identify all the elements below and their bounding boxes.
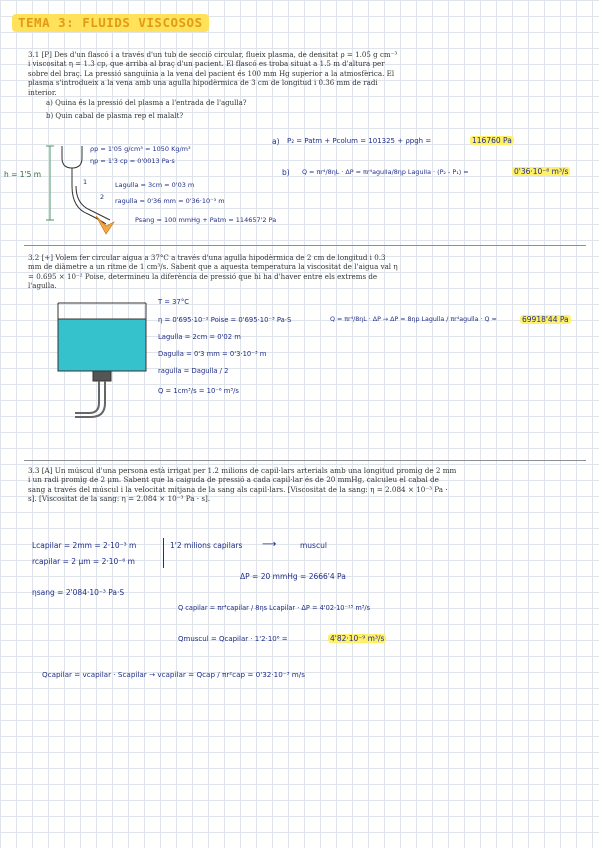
needle-length-2: Lagulla = 2cm = 0'02 m bbox=[158, 333, 241, 341]
flow-rate: Q = 1cm³/s = 10⁻⁶ m³/s bbox=[158, 387, 239, 395]
divider-2 bbox=[24, 460, 586, 461]
divider-1 bbox=[24, 245, 586, 246]
problem-3-1-question-b: b) Quin cabal de plasma rep el malalt? bbox=[46, 112, 184, 120]
capillary-flow: Q capilar = πr⁴capilar / 8ηs Lcapilar · ΔP = 4'02·10⁻¹⁵ m³/s bbox=[178, 604, 371, 612]
muscle-flow-result: 4'82·10⁻⁹ m³/s bbox=[330, 634, 385, 643]
temperature: T = 37°C bbox=[158, 298, 189, 306]
needle-radius: ragulla = 0'36 mm = 0'36·10⁻³ m bbox=[115, 197, 225, 205]
pressure-result: 69918'44 Pa bbox=[522, 315, 569, 324]
plasma-viscosity: ηp = 1'3 cp = 0'0013 Pa·s bbox=[90, 157, 175, 165]
muscle-flow: Qmuscul = Qcapilar · 1'2·10⁶ = bbox=[178, 635, 288, 643]
capillary-velocity: Qcapilar = vcapilar · Scapilar → vcapilar = Qcap / πr²cap = 0'32·10⁻³ m/s bbox=[42, 670, 305, 679]
answer-b-label: b) bbox=[282, 168, 290, 177]
problem-3-1-statement: 3.1 [P] Des d'un flascó i a través d'un tub de secció circular, flueix plasma, de densitat ρ = 1.05 g cm⁻³ i viscositat η = 1.3 cp, que arriba al braç d'un pacient. El flascó es troba situat a 1.5 m d'altura per sobre del braç. La pressió sanguínia a la vena del pacient és 100 mm Hg superior a la atmosfèrica. El plasma s'introdueix a la vena amb una agulla hipodèrmica de 3 cm de longitud i 0.36 mm de radi interior. bbox=[28, 50, 398, 97]
point-1-marker: 1 bbox=[83, 178, 88, 186]
needle-diameter: Dagulla = 0'3 mm = 0'3·10⁻³ m bbox=[158, 350, 267, 358]
bottle-drawing bbox=[55, 295, 150, 420]
muscle-label: muscul bbox=[300, 541, 327, 550]
problem-3-3-statement: 3.3 [A] Un múscul d'una persona està irrigat per 1.2 milions de capil·lars arterials amb una longitud promig de 2 mm i un radi promig de 2 μm. Sabent que la caiguda de pressió a cada capil·lar és de 20 mmHg, calculeu el cabal de sang a través del múscul i la velocitat mitjana de la sang als capil·lars. [Viscositat de la sang: η = 2.084 × 10⁻³ Pa · s]. [Viscositat de la sang: η = 2.084 × 10⁻³ Pa · s]. bbox=[28, 466, 457, 504]
problem-3-2-statement: 3.2 [+] Volem fer circular aigua a 37°C a través d'una agulla hipodèrmica de 2 cm de longitud i 0.3 mm de diàmetre a un ritme de 1 cm³/s. Sabent que a aquesta temperatura la viscositat de l'aigua val η = 0.695 × 10⁻² Poise, determineu la diferència de pressió que hi ha d'haver entre els extrems de l'agulla. bbox=[28, 253, 398, 291]
answer-a-result: 116760 Pa bbox=[472, 136, 512, 145]
needle-radius-2: ragulla = Dagulla / 2 bbox=[158, 367, 229, 375]
iv-flask-drawing bbox=[10, 138, 120, 238]
height-label: h = 1'5 m bbox=[4, 170, 42, 179]
blood-viscosity: ηsang = 2'084·10⁻³ Pa·S bbox=[32, 588, 125, 597]
capillary-length: Lcapilar = 2mm = 2·10⁻³ m bbox=[32, 541, 137, 550]
point-2-marker: 2 bbox=[100, 193, 105, 201]
problem-3-1-question-a: a) Quina és la pressió del plasma a l'entrada de l'agulla? bbox=[46, 99, 247, 107]
pressure-equation: Q = πr⁴/8ηL · ΔP → ΔP = 8ηp Lagulla / πr⁴agulla · Q = bbox=[330, 316, 497, 323]
capillary-count: 1'2 milions capilars bbox=[170, 541, 243, 550]
needle-length: Lagulla = 3cm = 0'03 m bbox=[115, 181, 195, 189]
answer-a-label: a) bbox=[272, 137, 280, 146]
brace bbox=[163, 538, 164, 568]
page-title: TEMA 3: FLUIDS VISCOSOS bbox=[12, 14, 209, 32]
pressure-drop: ΔP = 20 mmHg = 2666'4 Pa bbox=[240, 572, 346, 581]
plasma-density: ρp = 1'05 g/cm³ = 1050 Kg/m³ bbox=[90, 145, 191, 153]
blood-pressure: Psang = 100 mmHg + Patm = 114657'2 Pa bbox=[135, 216, 277, 224]
arrow-icon: ⟶ bbox=[262, 539, 277, 550]
answer-b-result: 0'36·10⁻⁶ m³/s bbox=[514, 167, 569, 176]
answer-b-equation: Q = πr⁴/8ηL · ΔP = πr⁴agulla/8ηp Lagulla · (P₂ - P₁) = bbox=[302, 168, 469, 176]
capillary-radius: rcapilar = 2 μm = 2·10⁻⁶ m bbox=[32, 557, 135, 566]
answer-a-equation: P₂ = Patm + Pcolum = 101325 + ρpgh = bbox=[287, 137, 432, 145]
water-viscosity: η = 0'695·10⁻² Poise = 0'695·10⁻³ Pa·S bbox=[158, 316, 292, 324]
